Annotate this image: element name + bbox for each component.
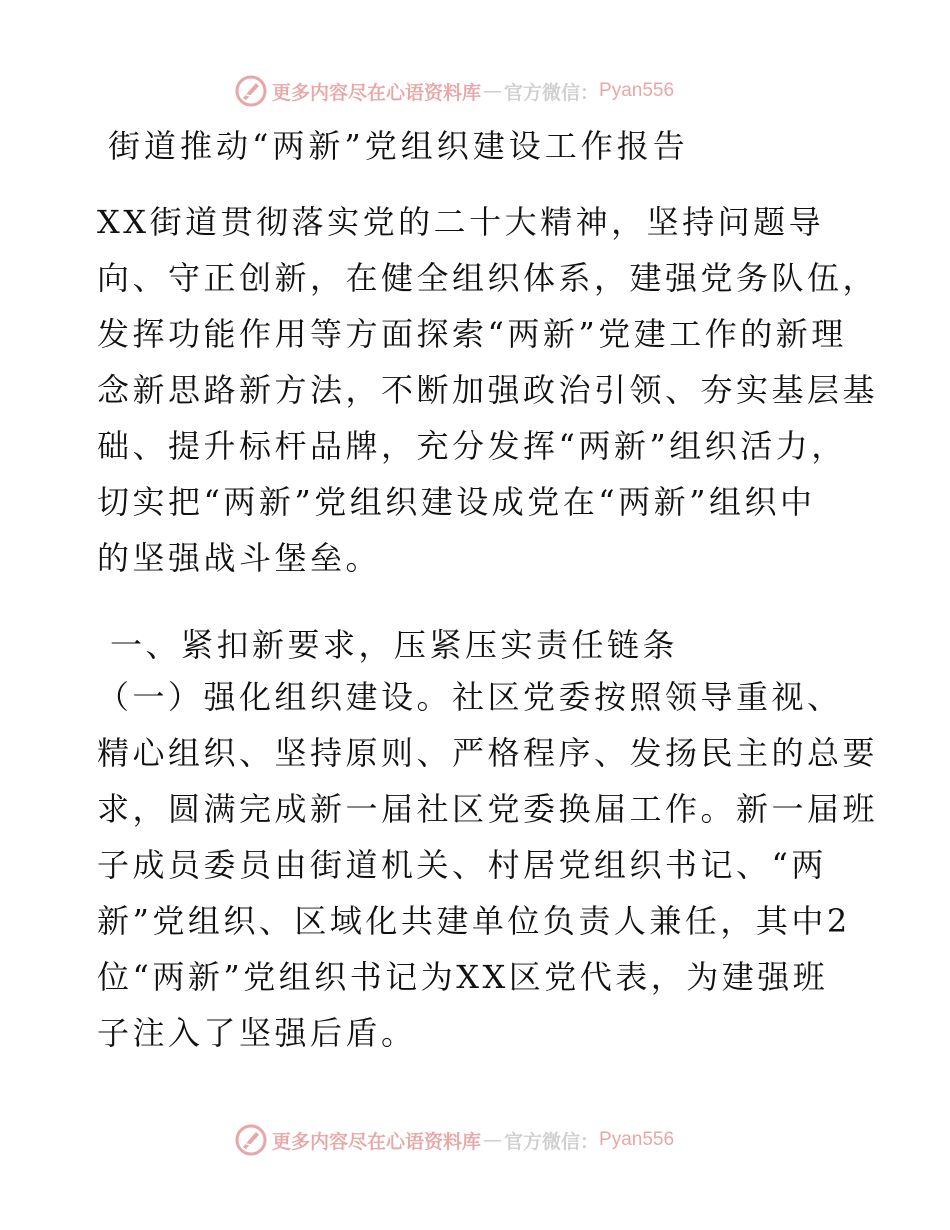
text-line: 础、提升标杆品牌，充分发挥“两新”组织活力， [97, 427, 847, 465]
text-line: 子成员委员由街道机关、村居党组织书记、“两 [97, 846, 827, 884]
text-line: XX街道贯彻落实党的二十大精神，坚持问题导 [97, 203, 825, 241]
text-line: 子注入了坚强后盾。 [97, 1014, 417, 1052]
paragraph-intro [97, 194, 879, 586]
text-line: 切实把“两新”党组织建设成党在“两新”组织中 [97, 483, 816, 521]
document-title: 街道推动“两新”党组织建设工作报告 [108, 127, 689, 165]
watermark-wechat-id: Pyan556 [599, 1129, 675, 1150]
watermark-wechat-id: Pyan556 [599, 80, 675, 101]
text-line: 位“两新”党组织书记为XX区党代表，为建强班 [97, 958, 829, 996]
header-watermark [234, 73, 674, 109]
section-heading: 一、紧扣新要求，压紧压实责任链条 [110, 626, 679, 664]
watermark-wechat-label: 官方微信： [504, 1130, 600, 1153]
paragraph-organization [97, 669, 879, 1061]
quill-logo-icon [234, 74, 268, 108]
watermark-wechat-label: 官方微信： [504, 81, 600, 104]
text-line: 求，圆满完成新一届社区党委换届工作。新一届班 [97, 790, 879, 828]
footer-watermark [234, 1122, 674, 1158]
text-line: 发挥功能作用等方面探索“两新”党建工作的新理 [97, 315, 847, 353]
watermark-text: 更多内容尽在心语资料库 [272, 81, 482, 104]
quill-logo-icon [234, 1123, 268, 1157]
text-line: （一）强化组织建设。社区党委按照领导重视、 [97, 678, 843, 716]
watermark-dash: — [483, 1129, 503, 1151]
text-line: 的坚强战斗堡垒。 [97, 539, 382, 577]
text-line: 念新思路新方法，不断加强政治引领、夯实基层基 [97, 371, 879, 409]
text-line: 新”党组织、区域化共建单位负责人兼任，其中2 [97, 902, 851, 940]
watermark-dash: — [483, 80, 503, 102]
text-line: 向、守正创新，在健全组织体系，建强党务队伍， [97, 259, 879, 297]
watermark-text: 更多内容尽在心语资料库 [272, 1130, 482, 1153]
text-line: 精心组织、坚持原则、严格程序、发扬民主的总要 [97, 734, 879, 772]
